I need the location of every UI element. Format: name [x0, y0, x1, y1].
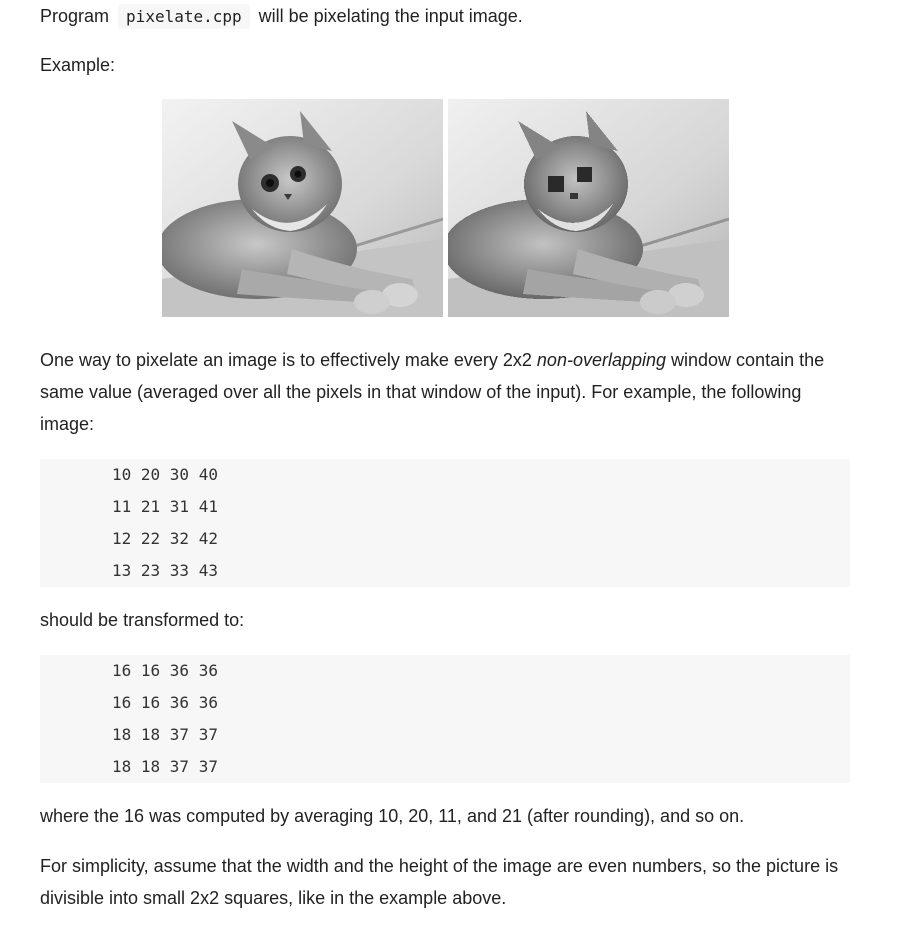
- intro-text-after: will be pixelating the input image.: [258, 6, 523, 26]
- transformed-label: should be transformed to:: [40, 610, 245, 630]
- input-matrix-row: 10 20 30 40: [112, 465, 218, 484]
- input-matrix-row: 13 23 33 43: [112, 561, 218, 580]
- output-matrix-row: 16 16 36 36: [112, 661, 218, 680]
- output-matrix-row: 16 16 36 36: [112, 693, 218, 712]
- explanation-text-before: One way to pixelate an image is to effectively make every 2x2: [40, 350, 537, 370]
- intro-text-before: Program: [40, 6, 110, 26]
- input-matrix-codeblock: [40, 459, 850, 587]
- explanation-paragraph: [40, 344, 840, 440]
- explanation-text-after: window contain the same value (averaged over all the pixels in that window of the input). For example, the following image:: [40, 350, 825, 434]
- explanation-emphasis: non-overlapping: [536, 350, 667, 370]
- input-matrix-row: 12 22 32 42: [112, 529, 218, 548]
- input-matrix-row: 11 21 31 41: [112, 497, 218, 516]
- output-matrix-row: 18 18 37 37: [112, 757, 218, 776]
- example-images: [162, 99, 729, 317]
- output-matrix-row: 18 18 37 37: [112, 725, 218, 744]
- example-label: Example:: [40, 55, 116, 75]
- simplicity-note: For simplicity, assume that the width and the height of the image are even numbers, so the picture is divisible into small 2x2 squares, like in the example above.: [40, 856, 839, 908]
- original-cat-image: [162, 99, 443, 317]
- intro-paragraph: [40, 0, 523, 33]
- inline-code-filename: pixelate.cpp: [118, 4, 250, 29]
- pixelated-cat-image: [448, 99, 729, 317]
- computation-note: where the 16 was computed by averaging 10, 20, 11, and 21 (after rounding), and so on.: [40, 806, 745, 826]
- output-matrix-codeblock: [40, 655, 850, 783]
